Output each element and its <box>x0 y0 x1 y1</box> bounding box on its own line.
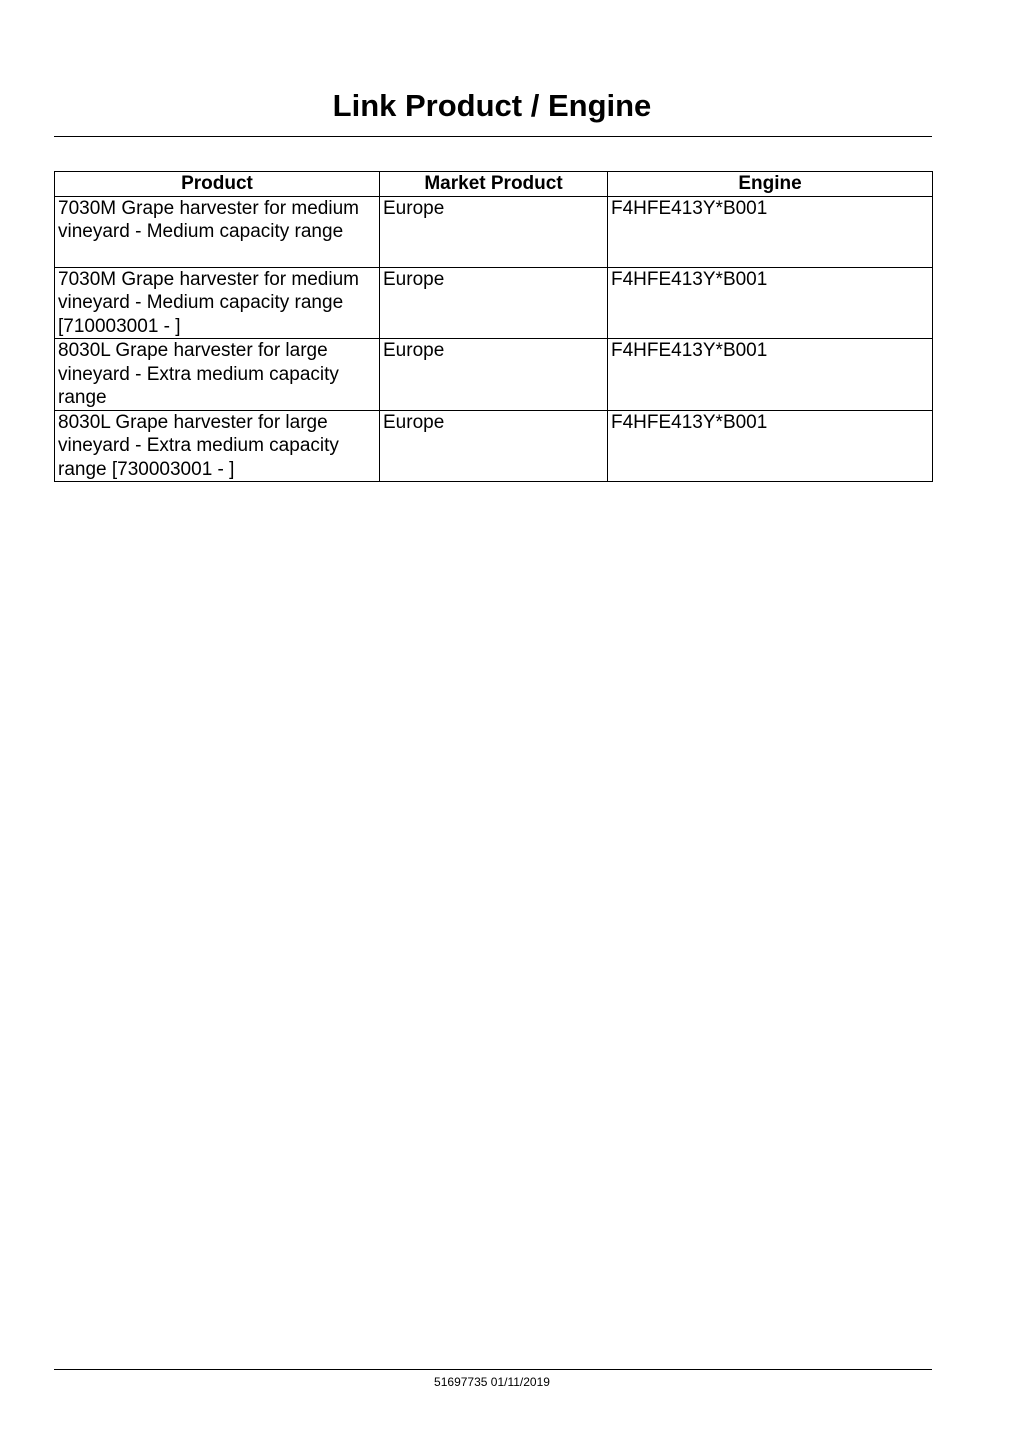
engine-cell: F4HFE413Y*B001 <box>608 267 933 339</box>
column-header-product: Product <box>55 172 380 197</box>
product-cell: 8030L Grape harvester for large vineyard - Extra medium capacity range <box>55 339 380 411</box>
product-cell: 8030L Grape harvester for large vineyard - Extra medium capacity range [730003001 - ] <box>55 410 380 482</box>
product-cell: 7030M Grape harvester for medium vineyard - Medium capacity range <box>55 196 380 267</box>
market-product-cell: Europe <box>380 339 608 411</box>
table-header-row <box>55 172 933 197</box>
market-product-cell: Europe <box>380 196 608 267</box>
table-row <box>55 339 933 411</box>
engine-cell: F4HFE413Y*B001 <box>608 196 933 267</box>
page-footer: 51697735 01/11/2019 <box>434 1375 550 1389</box>
page-title: Link Product / Engine <box>332 88 652 123</box>
table-row <box>55 196 933 267</box>
product-engine-table <box>54 171 933 482</box>
table-row <box>55 267 933 339</box>
market-product-cell: Europe <box>380 267 608 339</box>
column-header-engine: Engine <box>608 172 933 197</box>
table-row <box>55 410 933 482</box>
column-header-market-product: Market Product <box>380 172 608 197</box>
title-divider <box>54 136 932 137</box>
product-cell: 7030M Grape harvester for medium vineyard - Medium capacity range [710003001 - ] <box>55 267 380 339</box>
engine-cell: F4HFE413Y*B001 <box>608 339 933 411</box>
engine-cell: F4HFE413Y*B001 <box>608 410 933 482</box>
footer-divider <box>54 1369 932 1370</box>
market-product-cell: Europe <box>380 410 608 482</box>
